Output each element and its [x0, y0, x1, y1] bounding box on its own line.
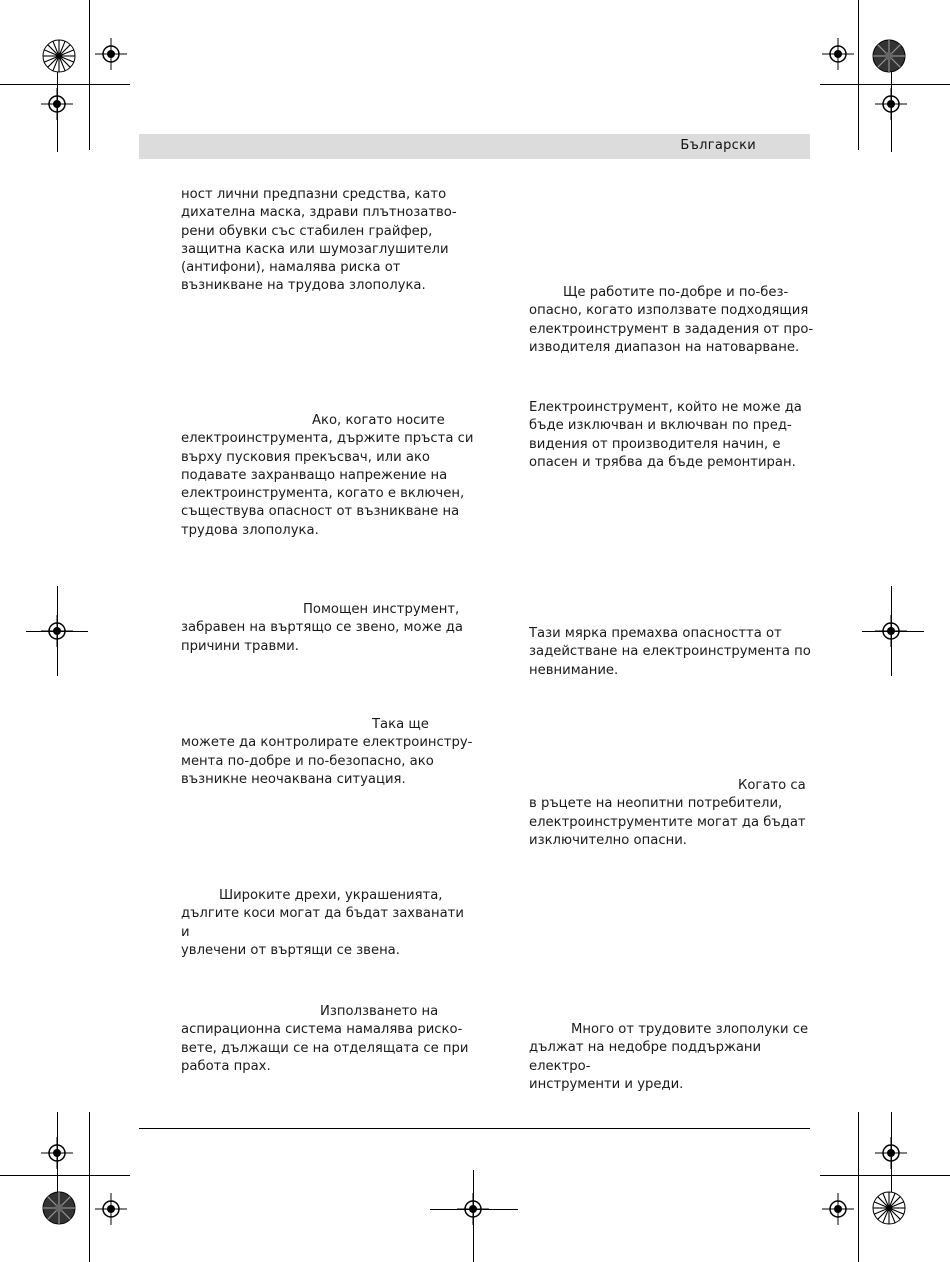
footer-rule	[139, 1128, 810, 1129]
header-language: Български	[680, 138, 756, 153]
left-paragraph-2: Ако, когато носите електроинструмента, държите пръста си върху пусковия прекъсвач, или ако подавате захранващо напрежение на електроинструмента, когато е включен, съществува опасност от възникване на трудова злополука.	[181, 413, 474, 538]
right-paragraph-2: Електроинструмент, който не може да бъде изключван и включван по пред- видения от производителя начин, е опасен и трябва да бъде ремонтиран.	[529, 400, 802, 470]
left-paragraph-6: Използването на аспирационна система намалява риско- вете, дължащи се на отделящата се при работа прах.	[181, 1004, 469, 1074]
right-paragraph-3: Тази мярка премахва опасността от задействане на електроинструмента по невнимание.	[529, 626, 811, 678]
color-wheel-icon	[42, 39, 76, 73]
left-paragraph-5: Широките дрехи, украшенията, дългите коси могат да бъдат захванати и увлечени от въртящи се звена.	[181, 888, 464, 958]
crop-line	[57, 586, 58, 676]
crop-line	[891, 72, 892, 152]
left-paragraph-1: ност лични предпазни средства, като дихателна маска, здрави плътнозатво- рени обувки със стабилен грайфер, защитна каска или шумозаглушители (антифони), намалява риска от възникване на трудова злополука.	[181, 187, 457, 294]
color-wheel-icon	[42, 1191, 76, 1225]
crop-line	[57, 1112, 58, 1192]
left-paragraph-3: Помощен инструмент, забравен на въртящо се звено, може да причини травми.	[181, 602, 463, 654]
crop-line	[862, 631, 924, 632]
registration-crosshair-icon	[95, 38, 127, 70]
crop-line	[858, 0, 859, 150]
right-paragraph-1: Ще работите по-добре и по-без- опасно, когато използвате подходящия електроинструмент в зададения от про- изводителя диапазон на натоварване.	[529, 285, 814, 355]
page-header-bar	[139, 134, 810, 159]
crop-line	[858, 1112, 859, 1262]
crop-line	[57, 72, 58, 152]
crop-line	[0, 1175, 130, 1176]
crop-line	[89, 0, 90, 150]
crop-line	[430, 1209, 518, 1210]
crop-line	[891, 1112, 892, 1192]
registration-crosshair-icon	[822, 38, 854, 70]
left-paragraph-4: Така ще можете да контролирате електроинстру- мента по-добре и по-безопасно, ако възникне неочаквана ситуация.	[181, 717, 473, 787]
crop-line	[820, 1175, 950, 1176]
right-paragraph-5: Много от трудовите злополуки се дължат на недобре поддържани електро- инструменти и уреди.	[529, 1022, 809, 1092]
crop-line	[473, 1170, 474, 1262]
crop-line	[89, 1112, 90, 1262]
crop-line	[820, 84, 950, 85]
color-wheel-icon	[872, 39, 906, 73]
crop-line	[0, 84, 130, 85]
right-paragraph-4: Когато са в ръцете на неопитни потребители, електроинструментите могат да бъдат изключително опасни.	[529, 778, 806, 848]
registration-crosshair-icon	[95, 1193, 127, 1225]
crop-line	[891, 586, 892, 676]
color-wheel-icon	[872, 1191, 906, 1225]
registration-crosshair-icon	[822, 1193, 854, 1225]
